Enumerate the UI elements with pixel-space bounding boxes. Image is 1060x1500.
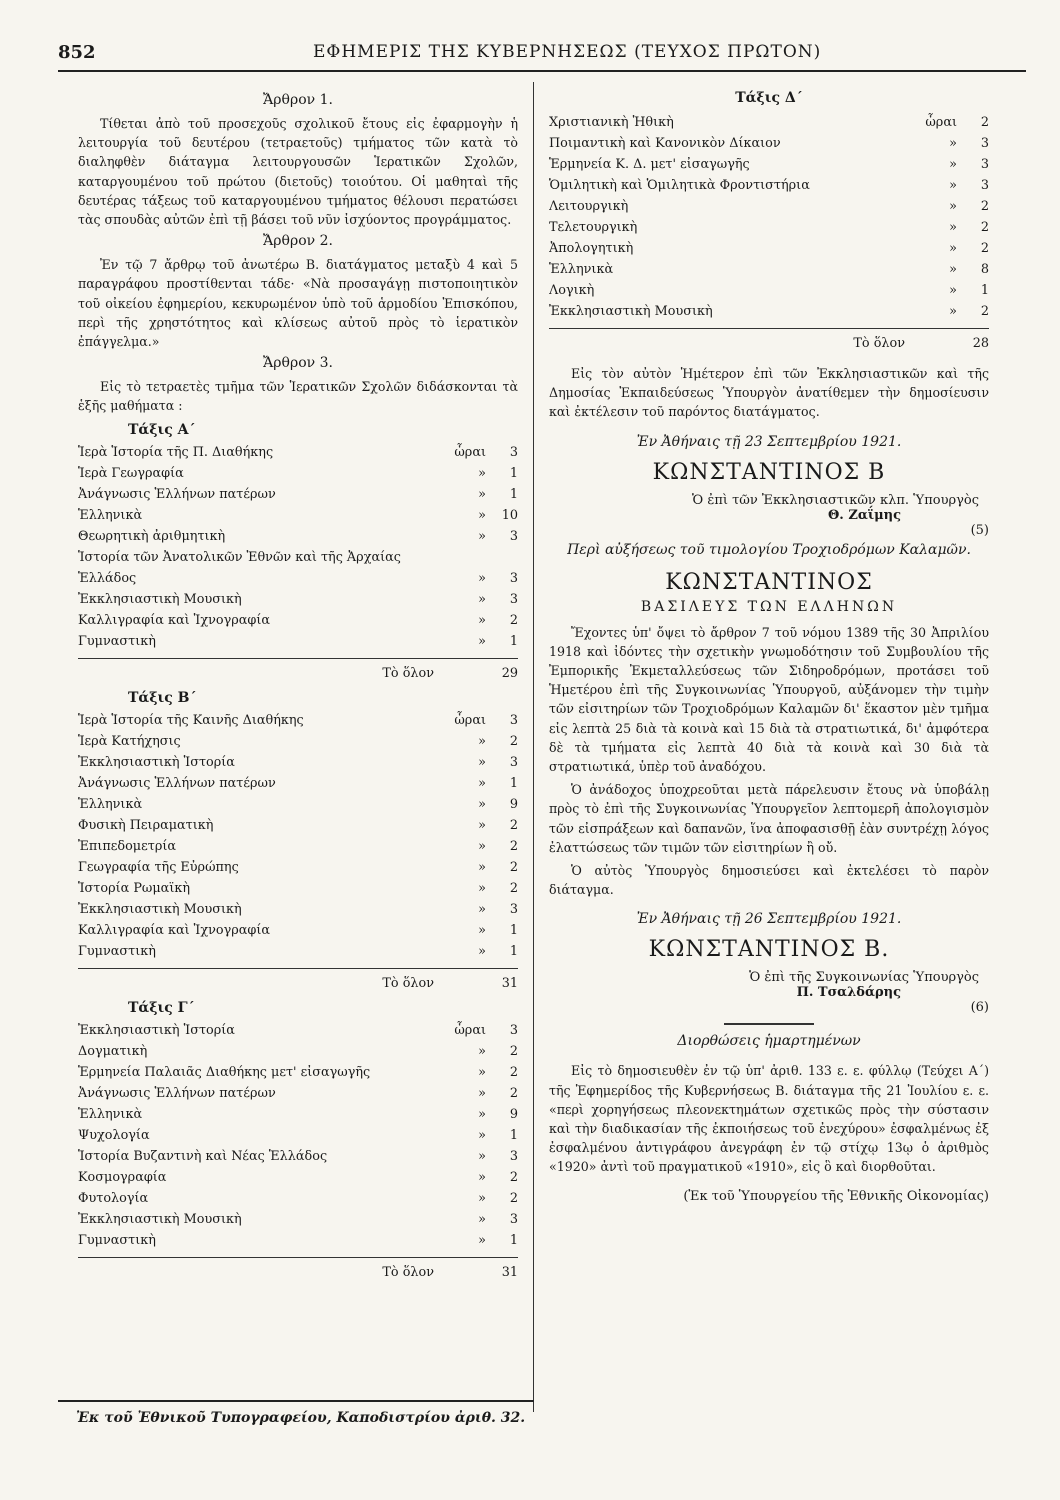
decree-1-minister-role: Ὁ ἐπὶ τῶν Ἐκκλησιαστικῶν κλπ. Ὑπουργὸς (692, 492, 979, 508)
class-d-title: Τάξις Δ΄ (735, 90, 803, 106)
class-b-table (78, 710, 518, 994)
hours-value: 3 (509, 570, 518, 586)
hours-unit: » (478, 612, 486, 628)
hours-unit: » (478, 1127, 486, 1143)
hours-unit: » (478, 1190, 486, 1206)
subject-name: Ἱερὰ Ἱστορία τῆς Καινῆς Διαθήκης (78, 712, 304, 728)
subject-row (78, 1083, 518, 1104)
subject-row (78, 1020, 518, 1041)
subject-row (78, 920, 518, 941)
hours-value: 2 (509, 838, 518, 854)
hours-value: 8 (980, 262, 989, 277)
subject-name: Χριστιανικὴ Ἠθικὴ (549, 115, 674, 130)
subject-name: Ἐκκλησιαστικὴ Μουσικὴ (549, 304, 713, 319)
total-rule (78, 968, 518, 969)
subject-name: Ἑλληνικὰ (78, 507, 143, 523)
subject-row (78, 463, 518, 484)
hours-value: 1 (509, 775, 518, 791)
hours-value: 2 (980, 220, 989, 235)
subject-name: Δογματικὴ (78, 1043, 148, 1059)
subject-name: Γυμναστικὴ (78, 633, 156, 649)
hours-unit: » (478, 733, 486, 749)
section-separator (724, 1023, 814, 1025)
decree-2-paragraph-3: Ὁ αὐτὸς Ὑπουργὸς δημοσιεύσει καὶ ἐκτελέσει τὸ παρὸν διάταγμα. (549, 863, 989, 898)
subject-name: Θεωρητικὴ ἀριθμητικὴ (78, 528, 226, 544)
subject-row (78, 794, 518, 815)
hours-value: 3 (509, 1022, 518, 1038)
subject-name: Ἱστορία Ρωμαϊκὴ (78, 880, 191, 896)
class-a-table (78, 442, 518, 684)
decree-2-minister-name: Π. Τσαλδάρης (796, 985, 901, 1001)
subject-name: Ἱερὰ Γεωγραφία (78, 465, 184, 481)
subject-name: Ποιμαντικὴ καὶ Κανονικὸν Δίκαιον (549, 136, 781, 151)
decree-2-paragraph-2: Ὁ ἀνάδοχος ὑποχρεοῦται μετὰ πάρελευσιν ἔτους νὰ ὑποβάλῃ πρὸς τὸ ἐπὶ τῆς Συγκοινωνίας Ὑπουργεῖον λεπτομερῆ ἀπολογισμὸν τῶν εἰσπράξεων καὶ δαπανῶν, ἵνα ἀποφασισθῇ ἐὰν συντρέχῃ λόγος ἐλαττώσεως τῶν τιμῶν τῶν εἰσιτηρίων ἢ οὔ. (549, 782, 989, 855)
subject-row (78, 878, 518, 899)
subject-row (78, 1146, 518, 1167)
article-2-text: Ἐν τῷ 7 ἄρθρῳ τοῦ ἀνωτέρω Β. διατάγματος μεταξὺ 4 καὶ 5 παραγράφου προστίθενται τάδε· «Νὰ προσαγάγῃ πιστοποιητικὸν τοῦ οἰκείου ἐφημερίου, κεκυρωμένον ὑπὸ τοῦ ἁρμοδίου Ἐπισκόπου, περὶ τῆς χρηστότητος καὶ κλίσεως αὐτοῦ πρὸς τὸ ἱερατικὸν ἐπάγγελμα.» (78, 257, 518, 350)
hours-unit: » (478, 465, 486, 481)
subject-row (78, 815, 518, 836)
subject-name: Ἀνάγνωσις Ἑλλήνων πατέρων (78, 775, 276, 791)
subject-name: Ἐπιπεδομετρία (78, 838, 177, 854)
subject-name: Ἑρμηνεία Παλαιᾶς Διαθήκης μετ' εἰσαγωγῆς (78, 1064, 371, 1080)
hours-value: 2 (509, 880, 518, 896)
subject-row (78, 442, 518, 463)
decree-1-king-signature: ΚΩΝΣΤΑΝΤΙΝΟΣ Β (652, 459, 886, 485)
total-rule (78, 1257, 518, 1258)
hours-value: 3 (509, 528, 518, 544)
class-c-table (78, 1020, 518, 1283)
page-footer (58, 1400, 534, 1426)
subject-row (78, 1062, 518, 1083)
total-label: Τὸ ὅλον (382, 1264, 434, 1280)
hours-unit: » (478, 880, 486, 896)
hours-unit: » (949, 136, 957, 151)
subject-row (549, 259, 989, 280)
hours-value: 2 (980, 199, 989, 214)
column-divider (533, 82, 534, 1412)
article-1-title: Ἄρθρον 1. (263, 92, 333, 108)
hours-value: 1 (509, 465, 518, 481)
hours-unit: ὧραι (454, 712, 486, 728)
subject-row (78, 731, 518, 752)
hours-unit: » (478, 922, 486, 938)
hours-value: 2 (509, 1190, 518, 1206)
subject-name: Ἐκκλησιαστικὴ Μουσικὴ (78, 591, 242, 607)
corrections-text: Εἰς τὸ δημοσιευθὲν ἐν τῷ ὑπ' ἀριθ. 133 ε. ε. φύλλῳ (Τεύχει Α΄) τῆς Ἐφημερίδος τῆς Κυβερνήσεως Β. διάταγμα τῆς 21 Ἰουλίου ε. ε. «περὶ χορηγήσεως πλεονεκτημάτων σχετικῶς πρὸς τὴν σύστασιν καὶ τὴν διαδικασίαν τῆς ἐκποιήσεως τοῦ ἐνεχύρου» ἐσφαλμένως ἐξ ἐσφαλμένου ἀντιγράφου ἀνεγράφη ἐν τῷ στίχῳ 13ῳ ὁ ἀριθμὸς «1920» ἀντὶ τοῦ πραγματικοῦ «1910», εἰς ὃ καὶ διορθοῦται. (549, 1063, 989, 1175)
subject-row (78, 857, 518, 878)
subject-row (78, 610, 518, 631)
hours-unit: » (949, 157, 957, 172)
subject-row (78, 568, 518, 589)
subject-row (78, 547, 518, 568)
subject-name: Ἀνάγνωσις Ἑλλήνων πατέρων (78, 1085, 276, 1101)
hours-value: 10 (501, 507, 518, 523)
article-3-title: Ἄρθρον 3. (263, 355, 333, 372)
hours-unit: » (478, 528, 486, 544)
hours-unit: » (478, 775, 486, 791)
decree-2-ref-number: (6) (970, 1000, 989, 1016)
class-a-title: Τάξις Α΄ (128, 421, 196, 438)
hours-unit: » (478, 859, 486, 875)
hours-value: 2 (509, 1064, 518, 1080)
subject-row (78, 899, 518, 920)
decree-1-date: Ἐν Ἀθήναις τῇ 23 Σεπτεμβρίου 1921. (636, 433, 902, 450)
decree-1-ref-number: (5) (970, 522, 989, 538)
hours-unit: » (478, 507, 486, 523)
hours-value: 2 (509, 817, 518, 833)
hours-unit: » (949, 283, 957, 298)
hours-value: 1 (509, 922, 518, 938)
subject-name: Κοσμογραφία (78, 1169, 167, 1185)
hours-unit: » (478, 1085, 486, 1101)
hours-value: 2 (509, 612, 518, 628)
hours-value: 1 (509, 943, 518, 959)
subject-row (78, 1230, 518, 1251)
total-value: 31 (501, 975, 518, 991)
subject-name: Ἑλληνικὰ (78, 796, 143, 812)
subject-name: Καλλιγραφία καὶ Ἰχνογραφία (78, 612, 271, 628)
subject-row (549, 238, 989, 259)
hours-unit: » (949, 262, 957, 277)
subject-name: Ἑλληνικὰ (549, 262, 614, 277)
subject-row (549, 112, 989, 133)
hours-unit: » (478, 1064, 486, 1080)
corrections-title: Διορθώσεις ἡμαρτημένων (677, 1033, 861, 1050)
hours-unit: ὧραι (454, 444, 486, 460)
hours-unit: » (949, 178, 957, 193)
subject-name: Ἱερὰ Κατήχησις (78, 733, 181, 749)
hours-value: 9 (509, 1106, 518, 1122)
subject-name: Ἐκκλησιαστικὴ Ἱστορία (78, 1022, 235, 1038)
decree-2-minister-role: Ὁ ἐπὶ τῆς Συγκοινωνίας Ὑπουργὸς (749, 970, 979, 986)
hours-value: 1 (509, 1232, 518, 1248)
hours-unit: » (949, 199, 957, 214)
hours-unit: » (478, 1211, 486, 1227)
hours-unit: » (478, 1106, 486, 1122)
hours-value: 1 (509, 486, 518, 502)
total-value: 28 (972, 336, 989, 351)
hours-value: 3 (509, 1148, 518, 1164)
hours-unit: » (478, 838, 486, 854)
hours-unit: » (478, 754, 486, 770)
subject-name: Γεωγραφία τῆς Εὐρώπης (78, 859, 239, 875)
subject-row (78, 1188, 518, 1209)
total-value: 29 (501, 665, 518, 681)
decree-1-closing: Εἰς τὸν αὐτὸν Ἡμέτερον ἐπὶ τῶν Ἐκκλησιαστικῶν καὶ τῆς Δημοσίας Ἐκπαιδεύσεως Ὑπουργὸν ἀνατίθεμεν τὴν δημοσίευσιν καὶ ἐκτέλεσιν τοῦ παρόντος διατάγματος. (549, 366, 989, 420)
hours-value: 3 (980, 157, 989, 172)
printer-imprint: Ἐκ τοῦ Ἐθνικοῦ Τυπογραφείου, Καποδιστρίου ἀριθ. 32. (76, 1410, 526, 1426)
total-row (78, 663, 518, 684)
total-row (78, 973, 518, 994)
hours-value: 3 (509, 754, 518, 770)
hours-unit: » (478, 633, 486, 649)
hours-unit: » (478, 570, 486, 586)
hours-unit: » (949, 220, 957, 235)
subject-name: Λειτουργικὴ (549, 199, 629, 214)
hours-unit (436, 547, 496, 568)
total-value: 31 (501, 1264, 518, 1280)
subject-row (549, 154, 989, 175)
decree-2-king-signature: ΚΩΝΣΤΑΝΤΙΝΟΣ Β. (648, 937, 890, 963)
subject-row (78, 1104, 518, 1125)
total-rule (78, 658, 518, 659)
subject-row (78, 484, 518, 505)
hours-value (496, 547, 518, 568)
subject-name: Ἀπολογητικὴ (549, 241, 634, 256)
hours-value: 3 (980, 178, 989, 193)
subject-name: Γυμναστικὴ (78, 1232, 156, 1248)
right-column (549, 88, 989, 1204)
total-label: Τὸ ὅλον (382, 665, 434, 681)
hours-unit: » (478, 1169, 486, 1185)
hours-unit: » (478, 901, 486, 917)
total-rule (549, 328, 989, 329)
hours-unit: » (478, 817, 486, 833)
hours-unit: ὧραι (454, 1022, 486, 1038)
subject-row (549, 280, 989, 301)
decree-1-minister-name: Θ. Ζαΐμης (827, 507, 901, 523)
subject-name: Τελετουργικὴ (549, 220, 638, 235)
total-label: Τὸ ὅλον (853, 336, 905, 351)
subject-row (78, 631, 518, 652)
hours-unit: » (478, 1148, 486, 1164)
subject-name: Γυμναστικὴ (78, 943, 156, 959)
hours-value: 3 (509, 591, 518, 607)
hours-value: 2 (509, 1085, 518, 1101)
subject-row (78, 941, 518, 962)
decree-2-king-header: ΚΩΝΣΤΑΝΤΙΝΟΣ (665, 569, 873, 595)
hours-value: 2 (980, 115, 989, 130)
subject-name: Ἐκκλησιαστικὴ Ἱστορία (78, 754, 235, 770)
subject-row (549, 175, 989, 196)
subject-name: Λογικὴ (549, 283, 595, 298)
left-column (78, 88, 518, 1283)
hours-value: 9 (509, 796, 518, 812)
hours-value: 3 (509, 901, 518, 917)
subject-name: Ἐκκλησιαστικὴ Μουσικὴ (78, 1211, 242, 1227)
hours-value: 1 (980, 283, 989, 298)
subject-name: Ὁμιλητικὴ καὶ Ὁμιλητικὰ Φροντιστήρια (549, 178, 810, 193)
subject-name: Ἑλληνικὰ (78, 1106, 143, 1122)
total-label: Τὸ ὅλον (382, 975, 434, 991)
hours-value: 2 (509, 1169, 518, 1185)
subject-row (78, 1167, 518, 1188)
subject-name: Ἱστορία Βυζαντινὴ καὶ Νέας Ἑλλάδος (78, 1148, 328, 1164)
subject-name: Ἑρμηνεία Κ. Δ. μετ' εἰσαγωγῆς (549, 157, 750, 172)
hours-unit: » (478, 796, 486, 812)
hours-unit: ὧραι (925, 115, 957, 130)
hours-unit: » (949, 304, 957, 319)
decree-2-title: Περὶ αὐξήσεως τοῦ τιμολογίου Τροχιοδρόμων Καλαμῶν. (567, 541, 971, 558)
hours-value: 2 (980, 304, 989, 319)
subject-row (78, 1125, 518, 1146)
subject-row (549, 196, 989, 217)
class-b-title: Τάξις Β΄ (128, 689, 197, 706)
hours-value: 2 (509, 733, 518, 749)
hours-unit: » (478, 1043, 486, 1059)
hours-value: 3 (980, 136, 989, 151)
subject-name: Φυτολογία (78, 1190, 149, 1206)
total-row (549, 333, 989, 354)
subject-row (549, 301, 989, 322)
hours-value: 1 (509, 633, 518, 649)
hours-value: 3 (509, 712, 518, 728)
subject-row (78, 836, 518, 857)
subject-row (78, 589, 518, 610)
decree-2-paragraph-1: Ἔχοντες ὑπ' ὄψει τὸ ἄρθρον 7 τοῦ νόμου 1389 τῆς 30 Ἀπριλίου 1918 καὶ ἰδόντες τὴν σχετικὴν γνωμοδότησιν τοῦ Συμβουλίου τῆς Ἐμπορικῆς Ἐκμεταλλεύσεως τῶν Σιδηροδρόμων, προτάσει τοῦ Ἡμετέρου ἐπὶ τῆς Συγκοινωνίας Ὑπουργοῦ, αὐξάνομεν τὴν τιμὴν τῶν εἰσιτηρίων τῶν Τροχιοδρόμων Καλαμῶν δι' ἕκαστον μὲν τμῆμα εἰς λεπτὰ 25 διὰ τὰ κοινὰ καὶ 15 διὰ τὰ στρατιωτικά, δι' ἀμφότερα δὲ τὰ τμήματα εἰς λεπτὰ 40 διὰ τὰ κοινὰ καὶ 30 διὰ τὰ στρατιωτικά, ὑπὲρ τοῦ ἀναδόχου. (549, 624, 989, 775)
subject-row (78, 1209, 518, 1230)
hours-value: 2 (509, 1043, 518, 1059)
subject-name: Ἱστορία τῶν Ἀνατολικῶν Ἐθνῶν καὶ τῆς Ἀρχαίας (78, 549, 401, 565)
hours-unit: » (478, 591, 486, 607)
corrections-source: (Ἐκ τοῦ Ὑπουργείου τῆς Ἐθνικῆς Οἰκονομίας) (683, 1188, 989, 1204)
hours-unit: » (478, 943, 486, 959)
subject-row (78, 710, 518, 731)
subject-row (78, 1041, 518, 1062)
subject-name: Φυσικὴ Πειραματικὴ (78, 817, 214, 833)
hours-unit: » (478, 1232, 486, 1248)
subject-row (78, 526, 518, 547)
subject-row (549, 133, 989, 154)
subject-name: Ἀνάγνωσις Ἑλλήνων πατέρων (78, 486, 276, 502)
decree-2-date: Ἐν Ἀθήναις τῇ 26 Σεπτεμβρίου 1921. (636, 911, 902, 928)
page-number: 852 (58, 42, 96, 63)
subject-row (78, 505, 518, 526)
gazette-title: ΕΦΗΜΕΡΙΣ ΤΗΣ ΚΥΒΕΡΝΗΣΕΩΣ (ΤΕΥΧΟΣ ΠΡΩΤΟΝ) (313, 42, 822, 62)
class-c-title: Τάξις Γ΄ (128, 999, 195, 1016)
hours-value: 3 (509, 1211, 518, 1227)
article-1-text: Τίθεται ἀπὸ τοῦ προσεχοῦς σχολικοῦ ἔτους εἰς ἐφαρμογὴν ἡ λειτουργία τοῦ δευτέρου (τετραετοῦς) τμήματος τῶν κατὰ τὸ διαληφθὲν διάταγμα λειτουργουσῶν Ἱερατικῶν Σχολῶν, καταργουμένου τοῦ πρώτου (διετοῦς) τοιούτου. Οἱ μαθηταὶ τῆς δευτέρας τάξεως τοῦ καταργουμένου τμήματος θέλουσι περατώσει τὰς σπουδὰς αὐτῶν ἐπὶ τῇ βάσει τοῦ νῦν ἰσχύοντος προγράμματος. (78, 116, 518, 228)
subject-name: Ἐκκλησιαστικὴ Μουσικὴ (78, 901, 242, 917)
hours-value: 2 (509, 859, 518, 875)
hours-value: 1 (509, 1127, 518, 1143)
article-3-text: Εἰς τὸ τετραετὲς τμῆμα τῶν Ἱερατικῶν Σχολῶν διδάσκονται τὰ ἑξῆς μαθήματα : (78, 379, 518, 414)
subject-row (78, 752, 518, 773)
article-2-title: Ἄρθρον 2. (263, 233, 333, 250)
subject-name: Ἑλλάδος (78, 570, 137, 586)
subject-name: Ἱερὰ Ἱστορία τῆς Π. Διαθήκης (78, 444, 274, 460)
class-d-table (549, 112, 989, 354)
hours-unit: » (949, 241, 957, 256)
decree-2-king-subtitle: ΒΑΣΙΛΕΥΣ ΤΩΝ ΕΛΛΗΝΩΝ (640, 598, 898, 615)
hours-value: 2 (980, 241, 989, 256)
subject-name: Καλλιγραφία καὶ Ἰχνογραφία (78, 922, 271, 938)
hours-unit: » (478, 486, 486, 502)
hours-value: 3 (509, 444, 518, 460)
subject-name: Ψυχολογία (78, 1127, 150, 1143)
page-header (58, 42, 1026, 72)
subject-row (549, 217, 989, 238)
total-row (78, 1262, 518, 1283)
subject-row (78, 773, 518, 794)
